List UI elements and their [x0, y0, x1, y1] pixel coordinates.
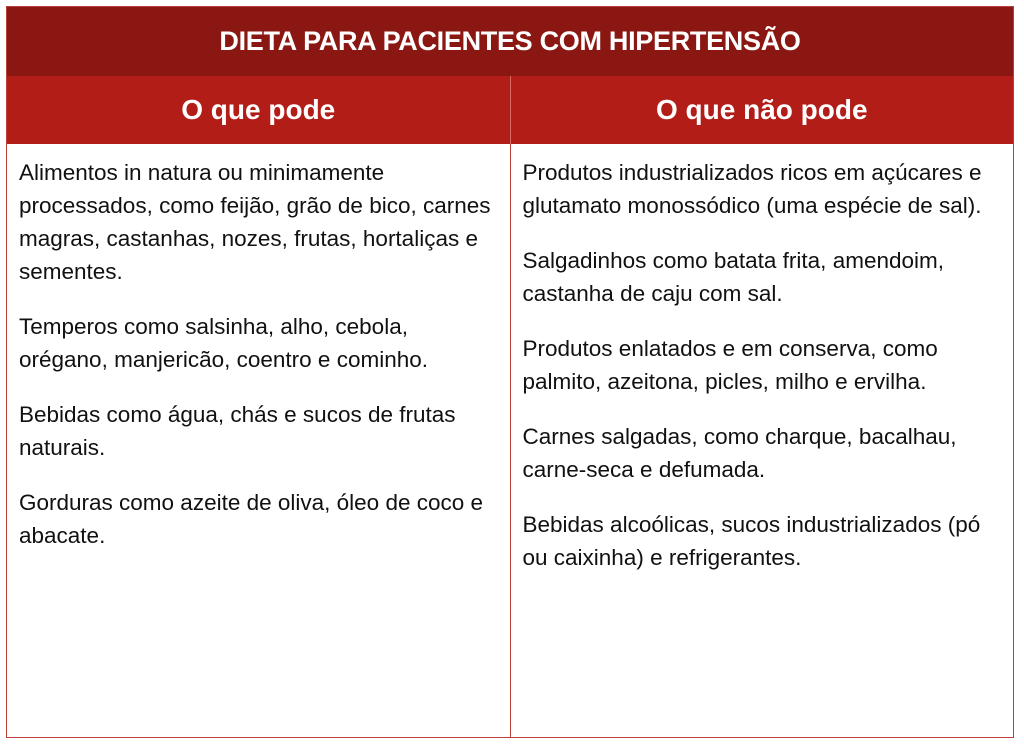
- list-item: Produtos industrializados ricos em açúcares e glutamato monossódico (uma espécie de sal).: [522, 160, 982, 218]
- header-allowed: O que pode: [7, 76, 511, 144]
- diet-table: [6, 6, 1014, 738]
- list-item: Temperos como salsinha, alho, cebola, orégano, manjericão, coentro e cominho.: [19, 314, 428, 372]
- not-allowed-column: [511, 144, 1014, 737]
- allowed-column: [7, 144, 511, 737]
- header-not-allowed: O que não pode: [655, 94, 868, 125]
- table-header-row: [7, 76, 1013, 144]
- list-item: Bebidas como água, chás e sucos de frutas naturais.: [19, 402, 456, 460]
- table-title: DIETA PARA PACIENTES COM HIPERTENSÃO: [7, 7, 1013, 76]
- table-body: [7, 144, 1013, 737]
- list-item: Salgadinhos como batata frita, amendoim, castanha de caju com sal.: [522, 248, 944, 306]
- list-item: Alimentos in natura ou minimamente processados, como feijão, grão de bico, carnes magras, castanhas, nozes, frutas, hortaliças e sementes.: [19, 160, 491, 284]
- list-item: Gorduras como azeite de oliva, óleo de coco e abacate.: [19, 490, 484, 548]
- list-item: Produtos enlatados e em conserva, como palmito, azeitona, picles, milho e ervilha.: [522, 336, 938, 394]
- list-item: Bebidas alcoólicas, sucos industrializados (pó ou caixinha) e refrigerantes.: [522, 512, 981, 570]
- list-item: Carnes salgadas, como charque, bacalhau, carne-seca e defumada.: [522, 424, 957, 482]
